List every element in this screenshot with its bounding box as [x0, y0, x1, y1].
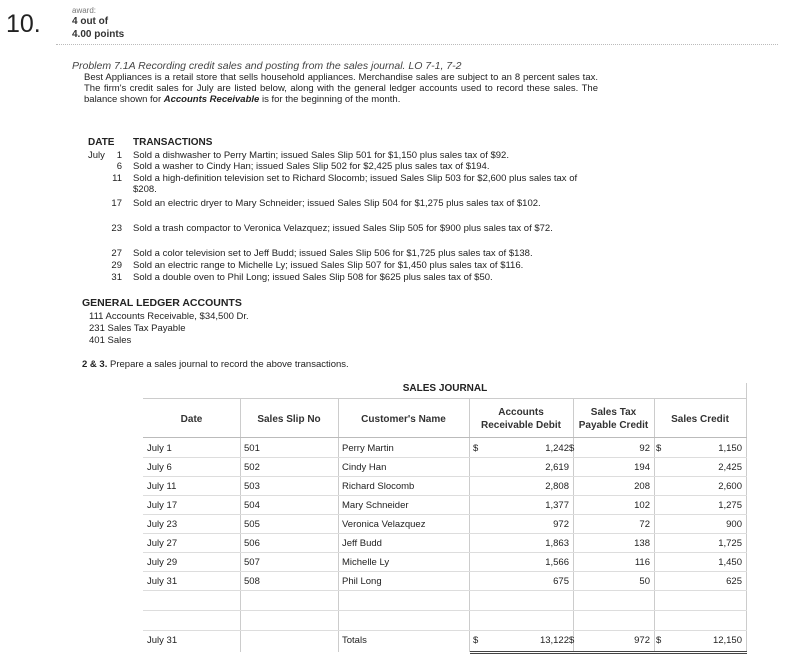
row-tax-credit[interactable]: 92 — [639, 443, 650, 454]
ledger-account: 231 Sales Tax Payable — [89, 323, 186, 334]
row-slip[interactable]: 503 — [244, 481, 260, 492]
currency-sign: $ — [569, 635, 575, 646]
row-sales-credit[interactable]: 2,425 — [718, 462, 742, 473]
row-tax-credit[interactable]: 102 — [634, 500, 650, 511]
problem-title: Problem 7.1A Recording credit sales and posting from the sales journal. LO 7-1, 7-2 — [72, 60, 462, 72]
header-sales: Sales Credit — [671, 414, 729, 425]
totals-label: Totals — [342, 635, 367, 646]
row-slip[interactable]: 506 — [244, 538, 260, 549]
header-date: Date — [180, 414, 203, 425]
transaction-text: Sold a double oven to Phil Long; issued Sales Slip 508 for $625 plus sales tax of $50. — [133, 272, 493, 283]
row-slip[interactable]: 508 — [244, 576, 260, 587]
row-tax-credit[interactable]: 194 — [634, 462, 650, 473]
row-date: July 27 — [147, 538, 178, 549]
row-sales-credit[interactable]: 1,275 — [718, 500, 742, 511]
row-tax-credit[interactable]: 208 — [634, 481, 650, 492]
total-sales-credit[interactable]: 12,150 — [712, 635, 742, 646]
transaction-day: 31 — [111, 272, 122, 283]
row-divider — [143, 514, 747, 515]
currency-sign: $ — [569, 443, 575, 454]
total-ar-debit[interactable]: 13,122 — [539, 635, 569, 646]
row-slip[interactable]: 504 — [244, 500, 260, 511]
score-text: 4 out of — [72, 16, 109, 27]
problem-desc-part-b: is for the beginning of the month. — [259, 94, 401, 106]
row-ar-debit[interactable]: 675 — [553, 576, 569, 587]
row-sales-credit[interactable]: 1,150 — [718, 443, 742, 454]
header-tax — [573, 406, 654, 432]
currency-sign: $ — [656, 443, 662, 454]
row-date: July 29 — [147, 557, 178, 568]
journal-title: SALES JOURNAL — [402, 383, 488, 394]
transaction-text: Sold a dishwasher to Perry Martin; issued Sales Slip 501 for $1,150 plus sales tax of $92. — [133, 150, 509, 161]
currency-sign: $ — [656, 635, 662, 646]
row-sales-credit[interactable]: 2,600 — [718, 481, 742, 492]
transaction-day: 23 — [111, 223, 122, 234]
row-date: July 1 — [147, 443, 172, 454]
transaction-day: 29 — [111, 260, 122, 271]
header-slip: Sales Slip No — [257, 414, 321, 425]
row-sales-credit[interactable]: 625 — [726, 576, 742, 587]
award-label: award: — [72, 6, 97, 15]
row-ar-debit[interactable]: 2,619 — [545, 462, 569, 473]
row-divider — [143, 533, 747, 534]
row-divider — [143, 476, 747, 477]
row-divider — [143, 571, 747, 572]
ledger-account: 401 Sales — [89, 335, 132, 346]
row-sales-credit[interactable]: 1,450 — [718, 557, 742, 568]
total-tax-credit[interactable]: 972 — [634, 635, 650, 646]
ledger-account: 111 Accounts Receivable, $34,500 Dr. — [89, 311, 249, 322]
row-ar-debit[interactable]: 1,377 — [545, 500, 569, 511]
problem-description — [84, 72, 598, 106]
row-date: July 17 — [147, 500, 178, 511]
row-sales-credit[interactable]: 1,725 — [718, 538, 742, 549]
instruction-text: Prepare a sales journal to record the above transactions. — [107, 359, 349, 370]
row-customer[interactable]: Phil Long — [342, 576, 382, 587]
row-date: July 11 — [147, 481, 177, 492]
header-ar-line1: Accounts — [498, 407, 544, 418]
problem-desc-part-a: Best Appliances is a retail store that sells household appliances. Merchandise sales are subject to an 8 percent sales tax. The firm's credit sales for July are listed below, along with the general ledger accounts used to record these sales. The balance shown for — [84, 72, 598, 106]
journal-top-border — [143, 398, 747, 399]
instruction — [82, 359, 349, 370]
row-ar-debit[interactable]: 1,566 — [545, 557, 569, 568]
transaction-text: Sold a washer to Cindy Han; issued Sales Slip 502 for $2,425 plus sales tax of $194. — [133, 161, 490, 172]
row-ar-debit[interactable]: 1,242 — [545, 443, 569, 454]
row-ar-debit[interactable]: 2,808 — [545, 481, 569, 492]
transaction-day: 17 — [111, 198, 122, 209]
header-customer: Customer's Name — [361, 414, 446, 425]
row-date: July 6 — [147, 462, 172, 473]
row-ar-debit[interactable]: 972 — [553, 519, 569, 530]
row-customer[interactable]: Perry Martin — [342, 443, 394, 454]
row-divider — [143, 495, 747, 496]
column-divider — [746, 383, 747, 652]
points-text: 4.00 points — [72, 29, 125, 40]
transaction-day: 1 — [116, 150, 122, 161]
row-ar-debit[interactable]: 1,863 — [545, 538, 569, 549]
row-divider — [143, 552, 747, 553]
row-divider — [143, 457, 747, 458]
row-date: July 31 — [147, 576, 178, 587]
problem-desc-bold: Accounts Receivable — [163, 94, 260, 106]
row-sales-credit[interactable]: 900 — [726, 519, 742, 530]
transaction-day: 27 — [111, 248, 122, 259]
transaction-text: Sold a high-definition television set to Richard Slocomb; issued Sales Slip 503 for $2,600 plus sales tax of $208. — [133, 173, 578, 196]
row-slip[interactable]: 507 — [244, 557, 260, 568]
header-divider — [56, 44, 778, 45]
row-divider — [143, 437, 747, 438]
row-customer[interactable]: Jeff Budd — [342, 538, 382, 549]
currency-sign: $ — [473, 635, 479, 646]
row-slip[interactable]: 501 — [244, 443, 260, 454]
transactions-column-header: TRANSACTIONS — [133, 137, 213, 148]
row-divider — [143, 590, 747, 591]
instruction-number: 2 & 3. — [82, 359, 108, 370]
transaction-text: Sold a trash compactor to Veronica Velazquez; issued Sales Slip 505 for $900 plus sales tax of $72. — [133, 223, 553, 234]
row-customer[interactable]: Veronica Velazquez — [342, 519, 426, 530]
transaction-day: 11 — [112, 173, 122, 184]
row-customer[interactable]: Cindy Han — [342, 462, 387, 473]
row-divider — [143, 630, 747, 631]
ledger-title: GENERAL LEDGER ACCOUNTS — [82, 297, 242, 309]
row-tax-credit[interactable]: 116 — [634, 557, 650, 568]
header-tax-line1: Sales Tax — [590, 407, 637, 418]
transaction-text: Sold an electric range to Michelle Ly; issued Sales Slip 507 for $1,450 plus sales tax of $116. — [133, 260, 524, 271]
header-ar-line2: Receivable Debit — [480, 420, 562, 431]
row-date: July 23 — [147, 519, 178, 530]
row-customer[interactable]: Mary Schneider — [342, 500, 409, 511]
totals-double-underline — [470, 651, 747, 654]
row-tax-credit[interactable]: 72 — [639, 519, 650, 530]
row-slip[interactable]: 505 — [244, 519, 260, 530]
transaction-text: Sold a color television set to Jeff Budd; issued Sales Slip 506 for $1,725 plus sales tax of $138. — [133, 248, 533, 259]
header-ar — [469, 406, 573, 432]
row-slip[interactable]: 502 — [244, 462, 260, 473]
row-tax-credit[interactable]: 50 — [639, 576, 650, 587]
transaction-day: 6 — [116, 161, 122, 172]
row-customer[interactable]: Michelle Ly — [342, 557, 390, 568]
row-divider — [143, 610, 747, 611]
transaction-text: Sold an electric dryer to Mary Schneider; issued Sales Slip 504 for $1,275 plus sales tax of $102. — [133, 198, 541, 209]
row-customer[interactable]: Richard Slocomb — [342, 481, 415, 492]
transaction-month: July — [88, 150, 105, 161]
totals-date: July 31 — [147, 635, 178, 646]
date-column-header: DATE — [88, 137, 115, 148]
row-tax-credit[interactable]: 138 — [634, 538, 650, 549]
question-number: 10. — [6, 10, 41, 38]
currency-sign: $ — [473, 443, 479, 454]
header-tax-line2: Payable Credit — [578, 420, 649, 431]
